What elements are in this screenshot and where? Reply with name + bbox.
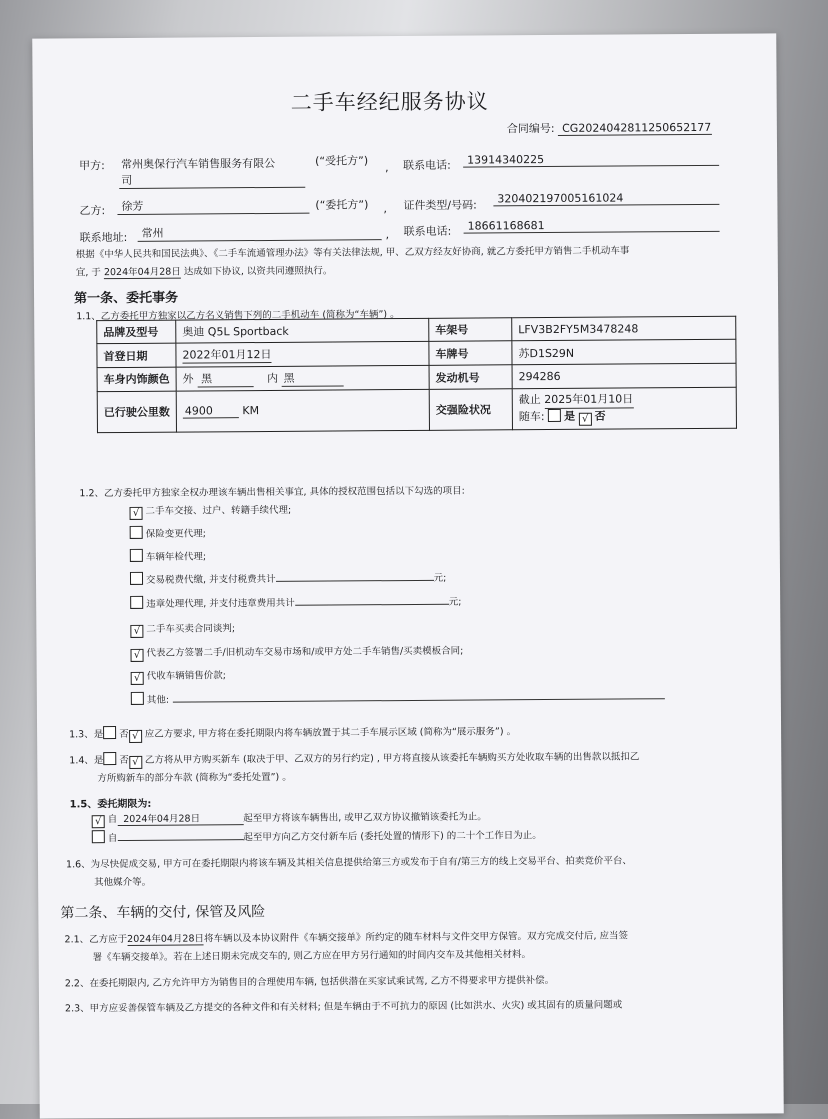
option-label: 交易税费代缴, 并支付税费共计 [145, 573, 276, 586]
option-suffix: 元; [448, 596, 462, 608]
party-a-phone: 13914340225 [463, 152, 719, 168]
vin-label: 车架号 [429, 318, 512, 342]
table-row [97, 387, 736, 432]
term-option-1-checkbox[interactable]: √ [92, 815, 105, 828]
plate-value: 苏D1S29N [512, 339, 736, 365]
clause-1-1: 1.1、乙方委托甲方独家以乙方名义销售下列的二手机动车 (简称为“车辆”) 。 [76, 309, 400, 323]
option-item [131, 688, 665, 706]
color-value [176, 365, 429, 391]
clause-1-2: 1.2、乙方委托甲方独家全权办理该车辆出售相关事宜, 具体的授权范围包括以下勾选的项目: [79, 485, 465, 500]
option-label: 其他: [146, 694, 170, 706]
option-item [130, 594, 461, 610]
party-a-name-line2: 司 [119, 171, 305, 189]
tax-amount-line[interactable] [276, 570, 434, 582]
clause-1-5-heading: 1.5、委托期限为: [69, 798, 152, 811]
term-option-1-pre: 自 [107, 814, 118, 826]
mileage-label: 已行驶公里数 [97, 391, 176, 433]
party-b-address: 常州 [138, 223, 382, 242]
clause-2-1-pre: 2.1、乙方应于 [64, 933, 128, 946]
term-start-date: 2024年04月28日 [117, 810, 243, 826]
term-option-1 [92, 808, 487, 828]
party-b-id-value: 320402197005161024 [493, 191, 719, 207]
other-line[interactable] [173, 688, 665, 702]
plate-label: 车牌号 [429, 341, 512, 366]
yes-checkbox[interactable] [548, 409, 561, 422]
option-label: 代收车辆销售价款; [146, 670, 226, 682]
clause-1-3-yes: 1.3、是 [69, 729, 104, 741]
term-option-2-pre: 自 [107, 833, 118, 845]
party-b-label: 乙方: [79, 204, 106, 218]
party-a-role: (“受托方”) [315, 154, 369, 168]
party-b-address-label: 联系地址: [79, 230, 128, 245]
contract-number [507, 119, 712, 136]
option-checkbox[interactable] [130, 596, 143, 609]
brand-value: 奥迪 Q5L Sportback [176, 318, 429, 343]
option-checkbox[interactable]: √ [131, 672, 144, 685]
option-item [130, 643, 463, 662]
option-checkbox[interactable]: √ [130, 625, 143, 638]
article1-heading: 第一条、委托事务 [74, 290, 179, 307]
document-title: 二手车经纪服务协议 [290, 89, 489, 115]
clause-1-3-no: 否 [119, 728, 129, 741]
option-item [131, 667, 226, 685]
yes-label: 是 [564, 409, 576, 423]
clause-1-4 [69, 748, 639, 769]
exterior-color: 黑 [197, 370, 253, 387]
option-label: 二手车买卖合同谈判; [146, 623, 236, 635]
term-option-1-text: 起至甲方将该车辆售出, 或甲乙双方协议撤销该委托为止。 [243, 811, 487, 825]
clause-2-1 [64, 927, 628, 946]
interior-label: 内 [267, 371, 279, 385]
clause-1-4-no-checkbox[interactable]: √ [129, 756, 142, 769]
contract-number-value: CG2024042811250652177 [558, 121, 712, 136]
reg-date-label: 首登日期 [97, 343, 176, 368]
contract-paper [32, 33, 784, 1118]
clause-1-3-no-checkbox[interactable]: √ [129, 730, 142, 743]
option-checkbox[interactable] [130, 549, 143, 562]
vin-value: LFV3B2FY5M3478248 [512, 316, 736, 341]
insurance-until: 2025年01月10日 [544, 391, 633, 409]
mileage-value: 4900 [183, 404, 239, 418]
vehicle-table [96, 316, 737, 433]
option-item [130, 548, 206, 563]
clause-2-3: 2.3、甲方应妥善保管车辆及乙方提交的各种文件和有关材料; 但是车辆由于不可抗力的原因 (比如洪水、火灾) 或其固有的质量问题或 [64, 999, 623, 1015]
no-label: 否 [594, 409, 606, 423]
contract-number-label: 合同编号: [506, 121, 555, 136]
insurance-until-label: 截止 [518, 393, 541, 407]
option-label: 代表乙方签署二手/旧机动车交易市场和/或甲方处二手车销售/买卖模板合同; [146, 645, 464, 659]
clause-1-4-line2: 方所购新车的部分车款 (简称为“委托处置”) 。 [97, 771, 292, 785]
party-b-name: 徐芳 [117, 197, 309, 215]
option-label: 违章处理代理, 并支付违章费用共计 [146, 597, 295, 610]
clause-1-3-text: 应乙方要求, 甲方将在委托期限内将车辆放置于其二手车展示区域 (简称为“展示服务”) 。 [144, 726, 517, 740]
intro-line2-post: 达成如下协议, 以资共同遵照执行。 [183, 265, 333, 278]
mileage-unit: KM [242, 404, 260, 418]
clause-2-1-post: 将车辆以及本协议附件《车辆交接单》所约定的随车材料与文件交甲方保管。双方完成交付后, 应当签 [203, 930, 629, 945]
intro-line2-pre: 宜, 于 [75, 267, 101, 279]
clause-2-1-line2: 署《车辆交接单》。若在上述日期未完成交车的, 则乙方应在甲方另行通知的时间内交车及其他相关材料。 [92, 949, 531, 964]
option-label: 车辆年检代理; [145, 551, 207, 563]
clause-1-4-yes: 1.4、是 [69, 755, 104, 767]
party-a-phone-label: 联系电话: [403, 158, 451, 173]
reg-date-value [176, 341, 429, 367]
party-b-phone-label: 联系电话: [403, 224, 452, 239]
article2-heading: 第二条、车辆的交付, 保管及风险 [60, 904, 266, 922]
party-a-comma: , [385, 161, 389, 175]
insurance-label: 交强险状况 [429, 389, 512, 431]
intro-line1: 根据《中华人民共和国民法典》、《二手车流通管理办法》等有关法律法规, 甲、乙双方经友好协商, 就乙方委托甲方销售二手机动车事 [75, 245, 630, 261]
option-checkbox[interactable] [130, 572, 143, 585]
reg-date: 2022年01月12日 [182, 347, 272, 362]
option-checkbox[interactable]: √ [130, 507, 143, 520]
brand-label: 品牌及型号 [97, 320, 176, 344]
term-option-2-checkbox[interactable] [92, 830, 105, 843]
violation-amount-line[interactable] [295, 594, 449, 606]
insurance-cell [512, 387, 736, 430]
clause-1-3-yes-checkbox[interactable] [103, 726, 116, 739]
option-item [130, 620, 235, 638]
clause-1-4-no: 否 [119, 754, 129, 767]
option-item [130, 525, 206, 540]
intro-line2 [76, 263, 333, 280]
party-b-address-comma: , [385, 228, 390, 242]
clause-1-4-line1: 乙方将从甲方购买新车 (取决于甲、乙双方的另行约定) , 甲方将直接从该委托车辆购买方处收取车辆的出售款以抵扣乙 [144, 751, 640, 766]
clause-1-4-yes-checkbox[interactable] [103, 752, 116, 765]
party-a-name-line1: 常州奥保行汽车销售服务有限公 [121, 156, 276, 171]
clause-1-6-line2: 其他媒介等。 [94, 876, 152, 889]
color-label: 车身内饰颜色 [97, 367, 176, 392]
party-b-comma: , [383, 202, 387, 216]
option-item [129, 502, 291, 520]
term-option-2-text: 起至甲方向乙方交付新车后 (委托处置的情形下) 的二十个工作日为止。 [243, 830, 542, 844]
engine-label: 发动机号 [429, 365, 512, 390]
option-checkbox[interactable]: √ [131, 649, 144, 662]
option-checkbox[interactable] [130, 526, 143, 539]
interior-color: 黑 [282, 369, 344, 386]
term-option-2-date-line[interactable] [117, 829, 243, 841]
insurance-with-label: 随车: [518, 410, 545, 424]
clause-1-6-line1: 1.6、为尽快促成交易, 甲方可在委托期限内将该车辆及其相关信息提供给第三方或发布于自有/第三方的线上交易平台、拍卖竞价平台、 [65, 855, 632, 871]
party-b-phone: 18661168681 [464, 218, 720, 234]
exterior-label: 外 [182, 372, 194, 386]
option-checkbox[interactable] [131, 692, 144, 705]
party-b-role: (“委托方”) [315, 198, 369, 212]
term-option-2 [92, 827, 542, 844]
party-b-id-label: 证件类型/号码: [403, 198, 477, 213]
intro-date: 2024年04月28日 [104, 264, 181, 280]
no-checkbox[interactable]: √ [579, 413, 592, 426]
clause-2-2: 2.2、在委托期限内, 乙方允许甲方为销售目的合理使用车辆, 包括供潜在买家试乘试驾, 乙方不得要求甲方提供补偿。 [64, 974, 555, 990]
option-label: 二手车交接、过户、转籍手续代理; [145, 504, 292, 517]
mileage-cell [176, 389, 429, 432]
clause-2-1-date: 2024年04月28日 [127, 930, 204, 946]
engine-value: 294286 [512, 363, 736, 389]
option-suffix: 元; [433, 572, 447, 584]
clause-1-3 [69, 723, 516, 743]
option-label: 保险变更代理; [145, 528, 206, 540]
party-a-label: 甲方: [79, 159, 105, 173]
option-item [130, 570, 446, 586]
